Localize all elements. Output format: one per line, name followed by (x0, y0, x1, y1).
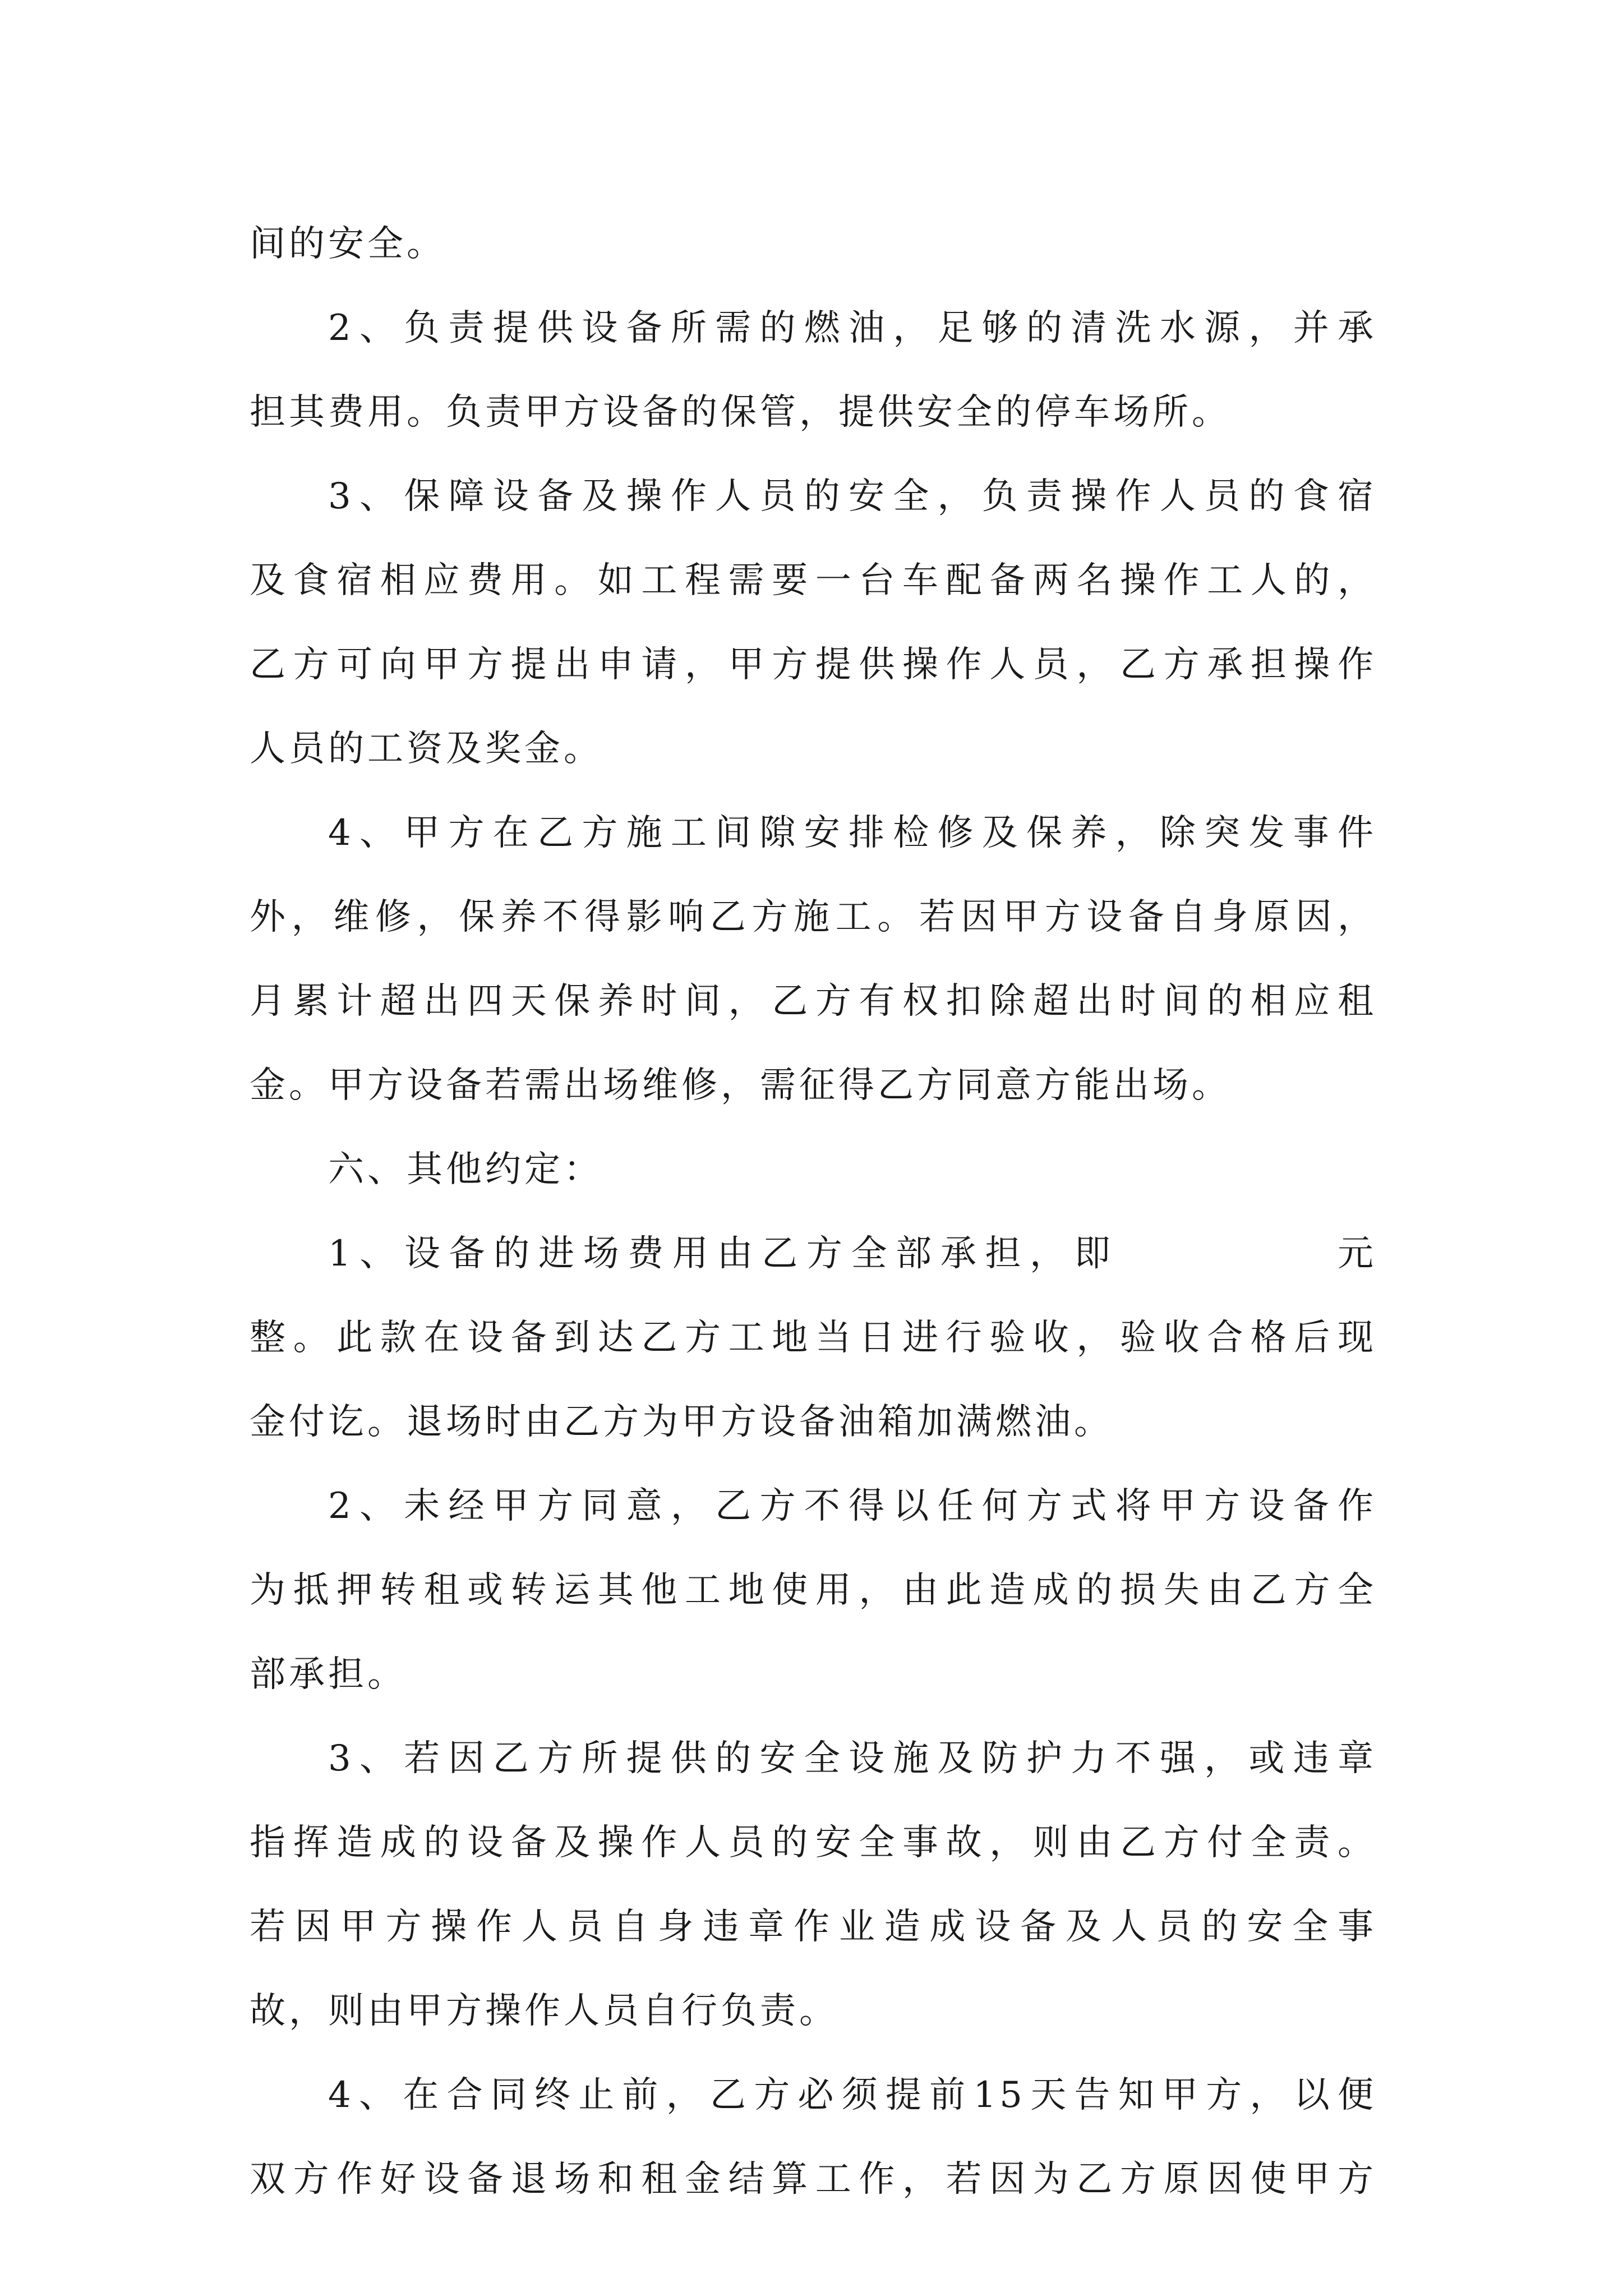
text-line: 为抵押转租或转运其他工地使用，由此造成的损失由乙方全 (250, 1570, 1377, 1611)
paragraph-safety-continued (250, 202, 1377, 286)
text-line: 及食宿相应费用。如工程需要一台车配备两名操作工人的， (250, 560, 1377, 601)
paragraph-item-2-fuel (250, 286, 1377, 454)
text-line: 金。甲方设备若需出场维修，需征得乙方同意方能出场。 (250, 1065, 1231, 1106)
text-line: 六、其他约定： (328, 1149, 603, 1190)
text-line: 部承担。 (250, 1654, 407, 1695)
section-heading-other-terms (250, 1128, 1377, 1212)
entry-fee-text: 1、设备的进场费用由乙方全部承担，即 (328, 1233, 1119, 1274)
paragraph-other-1-entry-fee (250, 1212, 1377, 1464)
paragraph-item-3-safety (250, 454, 1377, 791)
text-line: 人员的工资及奖金。 (250, 728, 603, 770)
paragraph-other-3-accidents (250, 1717, 1377, 2053)
currency-unit: 元 (1332, 1233, 1377, 1274)
text-line: 2、负责提供设备所需的燃油，足够的清洗水源，并承 (328, 307, 1377, 349)
text-line: 金付讫。退场时由乙方为甲方设备油箱加满燃油。 (250, 1401, 1113, 1443)
text-line: 4、甲方在乙方施工间隙安排检修及保养，除突发事件 (328, 812, 1377, 854)
paragraph-item-4-maintenance (250, 791, 1377, 1128)
text-line: 月累计超出四天保养时间，乙方有权扣除超出时间的相应租 (250, 981, 1377, 1022)
document-body (250, 202, 1377, 2221)
text-line: 双方作好设备退场和租金结算工作，若因为乙方原因使甲方 (250, 2159, 1377, 2200)
text-line: 3、若因乙方所提供的安全设施及防护力不强，或违章 (328, 1738, 1377, 1779)
text-line: 担其费用。负责甲方设备的保管，提供安全的停车场所。 (250, 392, 1231, 433)
text-line: 3、保障设备及操作人员的安全，负责操作人员的食宿 (328, 476, 1377, 517)
paragraph-other-2-sublease (250, 1464, 1377, 1717)
text-line: 外，维修，保养不得影响乙方施工。若因甲方设备自身原因， (250, 896, 1377, 938)
text-line (250, 1212, 1377, 1296)
text-line: 2、未经甲方同意，乙方不得以任何方式将甲方设备作 (328, 1485, 1377, 1527)
paragraph-other-4-termination (250, 2053, 1377, 2221)
text-line: 间的安全。 (250, 223, 446, 265)
text-line: 若因甲方操作人员自身违章作业造成设备及人员的安全事 (250, 1906, 1377, 1948)
text-line: 乙方可向甲方提出申请，甲方提供操作人员，乙方承担操作 (250, 644, 1377, 685)
text-line: 整。此款在设备到达乙方工地当日进行验收，验收合格后现 (250, 1317, 1377, 1359)
text-line: 指挥造成的设备及操作人员的安全事故，则由乙方付全责。 (250, 1822, 1377, 1864)
text-line: 故，则由甲方操作人员自行负责。 (250, 1990, 838, 2032)
text-line: 4、在合同终止前，乙方必须提前15天告知甲方，以便 (328, 2074, 1377, 2116)
